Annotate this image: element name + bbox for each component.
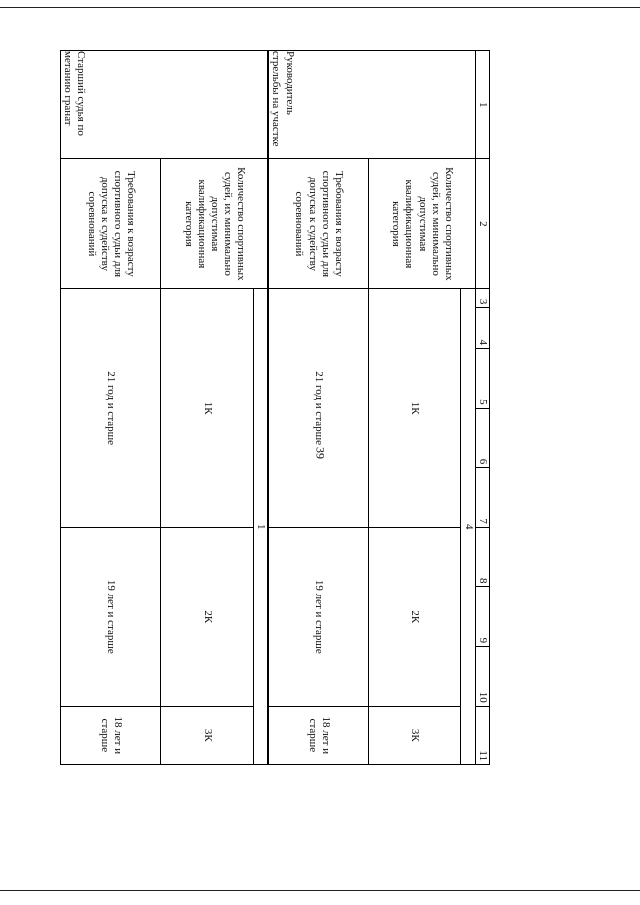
col-num-1: 1 [475, 51, 489, 159]
col-num-2: 2 [475, 159, 489, 289]
section-1-row-1-v1: 1К [369, 289, 461, 527]
top-rule [0, 7, 640, 8]
section-1-row-2-v3: 18 лет и старше [268, 706, 368, 764]
section-2-row-1-v1: 1К [161, 289, 253, 527]
page-number: 39 [313, 447, 328, 459]
section-1-row-1-v3: 3К [369, 706, 461, 764]
section-1-group-number: 4 [461, 289, 475, 765]
bottom-rule [0, 890, 640, 891]
section-1-role: Руководитель стрельбы на участке [268, 51, 475, 159]
col-num-4: 4 [475, 308, 489, 349]
col-num-9: 9 [475, 587, 489, 647]
col-num-5: 5 [475, 349, 489, 409]
column-number-row [475, 51, 489, 765]
section-1-criterion-2: Требования к возрасту спортивного судьи для допуска к судейству соревнований [268, 159, 368, 289]
col-num-10: 10 [475, 647, 489, 707]
col-num-3: 3 [475, 289, 489, 308]
rotated-table [60, 50, 490, 765]
section-1-group-row [461, 51, 475, 765]
section-1-criterion-1: Количество спортивных судей, их минимально допустимая квалификационная категория [369, 159, 476, 289]
section-2-criterion-2: Требования к возрасту спортивного судьи для допуска к судейству соревнований [61, 159, 161, 289]
col-num-7: 7 [475, 468, 489, 528]
section-2-row-1-v2: 2К [161, 527, 253, 706]
section-2-row-2-v3: 18 лет и старше [61, 706, 161, 764]
section-1-row-2-v2: 19 лет и старше [268, 527, 368, 706]
section-2-row-1-v3: 3К [161, 706, 253, 764]
section-2-row-2-v1: 21 год и старше [61, 289, 161, 527]
section-1-row-1-v2: 2К [369, 527, 461, 706]
section-1-row-2-v1: 21 год и старше [268, 289, 368, 527]
section-2-role: Старший судья по метанию гранат [61, 51, 269, 159]
section-2-criterion-1: Количество спортивных судей, их минимально допустимая квалификационная категория [161, 159, 268, 289]
col-num-8: 8 [475, 527, 489, 587]
section-2-group-number: 1 [253, 289, 268, 765]
table-rotator [60, 50, 490, 765]
section-2-group-row [253, 51, 268, 765]
section-2-row-2-v2: 19 лет и старше [61, 527, 161, 706]
col-num-6: 6 [475, 408, 489, 468]
col-num-11: 11 [475, 706, 489, 764]
judges-table [60, 50, 490, 765]
